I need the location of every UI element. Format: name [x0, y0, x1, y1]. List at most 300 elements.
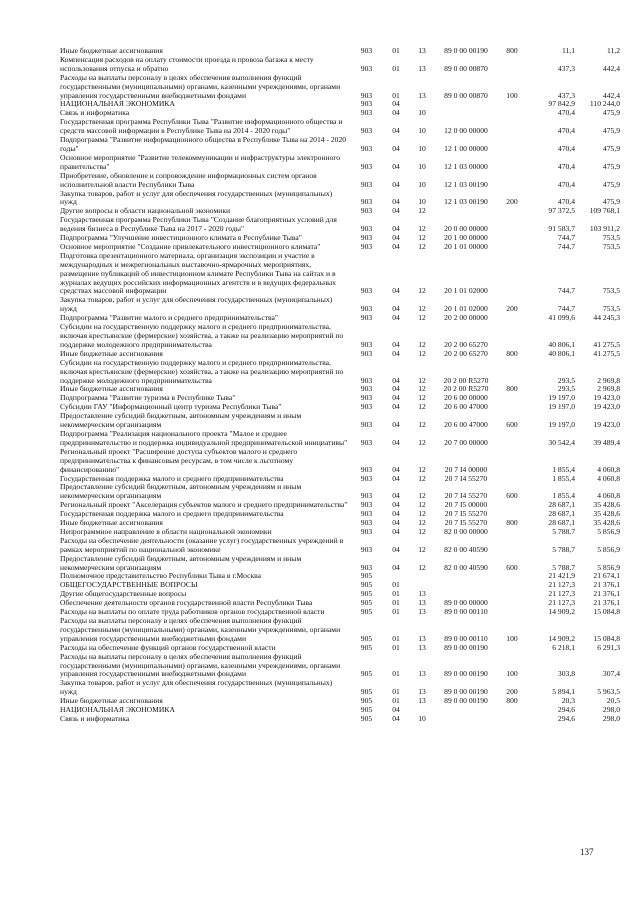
subsection-code: 10 — [418, 197, 426, 207]
table-row — [60, 697, 620, 706]
page-number: 137 — [580, 847, 594, 857]
table-row — [60, 412, 620, 430]
row-description: Связь и информатика — [60, 714, 130, 723]
table-row — [60, 617, 620, 644]
expense-type-code — [497, 537, 527, 555]
expense-type-code — [497, 154, 527, 172]
ministry-code: 903 — [360, 339, 373, 349]
section-code: 01 — [392, 608, 400, 617]
section-code: 01 — [392, 90, 400, 100]
amount-year-1: 21 127,3 — [548, 599, 575, 608]
row-description: Непрограммное направление в области национальной экономики — [60, 527, 272, 536]
expense-type-code — [497, 608, 527, 617]
section-code: 04 — [392, 403, 400, 412]
amount-year-2: 475,9 — [602, 197, 620, 207]
subsection-code — [409, 100, 435, 109]
amount-year-1: 91 583,7 — [548, 224, 575, 234]
row-description: Государственная поддержка малого и среднего предпринимательства — [60, 510, 284, 519]
expense-type-code — [497, 100, 527, 109]
table-row — [60, 350, 620, 359]
target-article-code — [435, 207, 497, 216]
expense-type-code: 600 — [506, 491, 518, 501]
subsection-code — [409, 572, 435, 581]
table-row — [60, 581, 620, 590]
amount-year-1: 6 218,1 — [552, 643, 575, 652]
ministry-code: 903 — [360, 47, 373, 55]
expense-type-code: 800 — [506, 385, 518, 394]
ministry-code: 905 — [360, 669, 373, 679]
amount-year-2: 5 856,9 — [597, 544, 620, 554]
subsection-code: 12 — [418, 349, 426, 358]
subsection-code: 12 — [418, 510, 426, 519]
expense-type-code — [497, 448, 527, 475]
table-row — [60, 483, 620, 501]
amount-year-1: 294,6 — [557, 714, 575, 723]
expense-type-code — [497, 216, 527, 234]
subsection-code: 13 — [418, 687, 426, 697]
section-code: 04 — [392, 304, 400, 314]
expense-type-code: 800 — [506, 47, 518, 55]
row-description: Иные бюджетные ассигнования — [60, 385, 163, 394]
ministry-code: 905 — [360, 643, 373, 652]
subsection-code: 12 — [418, 474, 426, 483]
amount-year-2: 4 060,8 — [597, 464, 620, 474]
ministry-code: 905 — [360, 572, 373, 581]
amount-year-2: 44 245,3 — [593, 314, 620, 323]
table-row — [60, 359, 620, 386]
ministry-code: 903 — [360, 501, 373, 510]
ministry-code: 903 — [360, 63, 373, 73]
amount-year-1: 20,3 — [561, 697, 575, 706]
amount-year-1: 470,4 — [557, 161, 575, 171]
table-row — [60, 109, 620, 118]
amount-year-1: 1 855,4 — [552, 464, 575, 474]
row-description: НАЦИОНАЛЬНАЯ ЭКОНОМИКА — [60, 706, 175, 715]
expense-type-code: 200 — [506, 197, 518, 207]
row-description: Предоставление субсидий бюджетным, автономным учреждениям и иным некоммерческим организациям — [60, 483, 302, 501]
target-article-code: 89 0 00 00000 — [444, 599, 488, 608]
row-description: ОБЩЕГОСУДАРСТВЕННЫЕ ВОПРОСЫ — [60, 581, 198, 590]
ministry-code: 903 — [360, 519, 373, 528]
target-article-code: 89 0 00 00870 — [444, 63, 488, 73]
subsection-code: 12 — [418, 234, 426, 243]
expense-type-code — [497, 528, 527, 537]
ministry-code: 903 — [360, 179, 373, 189]
section-code: 04 — [392, 161, 400, 171]
section-code: 01 — [392, 47, 400, 55]
ministry-code: 903 — [360, 510, 373, 519]
expense-type-code: 800 — [506, 697, 518, 706]
section-code: 04 — [392, 714, 400, 723]
amount-year-1: 28 687,1 — [548, 519, 575, 528]
ministry-code: 903 — [360, 403, 373, 412]
subsection-code: 13 — [418, 669, 426, 679]
amount-year-2: 5 963,5 — [597, 687, 620, 697]
amount-year-2: 15 084,8 — [593, 608, 620, 617]
section-code: 04 — [392, 501, 400, 510]
expense-type-code — [497, 207, 527, 216]
amount-year-2: 109 768,1 — [589, 207, 620, 216]
amount-year-1: 11,1 — [561, 47, 575, 55]
row-description: Предоставление субсидий бюджетным, автономным учреждениям и иным некоммерческим организациям — [60, 554, 302, 572]
section-code: 04 — [392, 349, 400, 358]
section-code: 04 — [392, 207, 400, 216]
target-article-code — [435, 706, 497, 715]
row-description: Закупка товаров, работ и услуг для обеспечения государственных (муниципальных) нужд — [60, 296, 333, 314]
row-description: Иные бюджетные ассигнования — [60, 349, 163, 358]
row-description: Обеспечение деятельности органов государственной власти Республики Тыва — [60, 599, 313, 608]
amount-year-2: 19 423,0 — [593, 394, 620, 403]
subsection-code: 13 — [418, 633, 426, 643]
ministry-code: 903 — [360, 562, 373, 572]
table-row — [60, 296, 620, 314]
amount-year-1: 744,7 — [557, 304, 575, 314]
amount-year-2: 41 275,5 — [593, 339, 620, 349]
subsection-code: 12 — [418, 394, 426, 403]
section-code: 04 — [392, 519, 400, 528]
amount-year-2: 2 969,8 — [597, 385, 620, 394]
expense-type-code — [497, 644, 527, 653]
amount-year-1: 30 542,4 — [548, 437, 575, 447]
ministry-code: 903 — [360, 437, 373, 447]
target-article-code: 20 2 00 R5270 — [443, 375, 489, 385]
table-row — [60, 528, 620, 537]
table-row — [60, 572, 620, 581]
table-row — [60, 118, 620, 136]
expense-type-code — [497, 359, 527, 386]
amount-year-1: 14 909,2 — [548, 608, 575, 617]
target-article-code: 20 7 00 00000 — [444, 437, 488, 447]
target-article-code: 20 1 01 00000 — [444, 242, 488, 251]
amount-year-1: 437,3 — [557, 90, 575, 100]
amount-year-2: 35 428,6 — [593, 519, 620, 528]
amount-year-1: 97 842,9 — [548, 100, 575, 109]
ministry-code: 903 — [360, 143, 373, 153]
section-code: 04 — [392, 375, 400, 385]
amount-year-1: 1 855,4 — [552, 474, 575, 483]
table-row — [60, 172, 620, 190]
target-article-code: 89 0 00 00190 — [444, 643, 488, 652]
expense-type-code — [497, 394, 527, 403]
section-code: 01 — [392, 697, 400, 706]
section-code: 04 — [392, 385, 400, 394]
amount-year-1: 5 894,1 — [552, 687, 575, 697]
target-article-code: 20 6 00 47000 — [444, 420, 488, 430]
subsection-code: 13 — [418, 608, 426, 617]
section-code: 04 — [392, 242, 400, 251]
table-row — [60, 252, 620, 297]
amount-year-2: 15 084,8 — [593, 633, 620, 643]
table-row — [60, 608, 620, 617]
amount-year-2: 298,0 — [602, 714, 620, 723]
section-code: 04 — [392, 437, 400, 447]
ministry-code: 903 — [360, 90, 373, 100]
target-article-code: 82 0 00 00000 — [444, 527, 488, 536]
ministry-code: 905 — [360, 599, 373, 608]
subsection-code: 10 — [418, 161, 426, 171]
table-row — [60, 510, 620, 519]
row-description: Подготовка презентационного материала, организация экспозиции и участие в международных и межрегиональных выставочно-ярмарочных мероприятиях, размещение публикаций об инвестиционном климате Республики Тыва на сайтах и в журналах ведущих российских информационных агентств и в ведущих федеральных средствах массовой информации — [60, 251, 337, 296]
table-row — [60, 537, 620, 555]
section-code: 04 — [392, 706, 400, 715]
subsection-code — [409, 581, 435, 590]
row-description: Предоставление субсидий бюджетным, автономным учреждениям и иным некоммерческим организациям — [60, 412, 302, 430]
amount-year-1: 40 806,1 — [548, 349, 575, 358]
subsection-code: 12 — [418, 304, 426, 314]
row-description: Полномочное представительство Республики Тыва в г.Москва — [60, 572, 262, 581]
amount-year-1: 5 788,7 — [552, 527, 575, 536]
row-description: Государственная программа Республики Тыва "Развитие информационного общества и средств массовой информации в Республике Тыва на 2014 - 2020 годы" — [60, 118, 343, 136]
subsection-code: 10 — [418, 179, 426, 189]
table-row — [60, 136, 620, 154]
amount-year-1: 470,4 — [557, 143, 575, 153]
section-code: 04 — [392, 286, 400, 296]
row-description: Иные бюджетные ассигнования — [60, 697, 163, 706]
amount-year-2: 475,9 — [602, 109, 620, 118]
subsection-code: 12 — [418, 491, 426, 501]
subsection-code: 13 — [418, 63, 426, 73]
table-row — [60, 56, 620, 74]
target-article-code: 20 2 00 00000 — [444, 314, 488, 323]
expense-type-code — [497, 234, 527, 243]
target-article-code: 89 0 00 00190 — [444, 687, 488, 697]
expense-type-code: 100 — [506, 669, 518, 679]
expense-type-code: 800 — [506, 519, 518, 528]
table-row — [60, 590, 620, 599]
table-row — [60, 154, 620, 172]
subsection-code: 10 — [418, 714, 426, 723]
row-description: Региональный проект "Акселерация субъектов малого и среднего предпринимательства" — [60, 501, 348, 510]
expense-type-code — [497, 501, 527, 510]
section-code: 04 — [392, 394, 400, 403]
amount-year-2: 39 489,4 — [593, 437, 620, 447]
target-article-code: 12 1 03 00000 — [444, 161, 488, 171]
target-article-code: 20 2 00 R5270 — [443, 385, 489, 394]
target-article-code: 20 7 I5 55270 — [444, 519, 488, 528]
subsection-code: 12 — [418, 464, 426, 474]
amount-year-1: 28 687,1 — [548, 510, 575, 519]
target-article-code: 89 0 00 00190 — [444, 697, 488, 706]
row-description: Расходы на обеспечение деятельности (оказание услуг) государственных учреждений в рамках мероприятий по национальной экономике — [60, 536, 344, 554]
amount-year-2: 475,9 — [602, 179, 620, 189]
table-row — [60, 314, 620, 323]
ministry-code: 903 — [360, 527, 373, 536]
amount-year-1: 21 421,9 — [548, 572, 575, 581]
subsection-code: 12 — [418, 339, 426, 349]
section-code: 04 — [392, 420, 400, 430]
subsection-code: 12 — [418, 403, 426, 412]
target-article-code — [435, 715, 497, 724]
section-code: 04 — [392, 224, 400, 234]
expense-type-code — [497, 599, 527, 608]
section-code: 01 — [392, 687, 400, 697]
table-row — [60, 216, 620, 234]
subsection-code: 12 — [418, 562, 426, 572]
amount-year-2: 35 428,6 — [593, 501, 620, 510]
amount-year-1: 41 099,6 — [548, 314, 575, 323]
amount-year-1: 40 806,1 — [548, 339, 575, 349]
expense-type-code — [497, 172, 527, 190]
target-article-code: 12 0 00 00000 — [444, 126, 488, 136]
ministry-code: 903 — [360, 544, 373, 554]
row-description: Иные бюджетные ассигнования — [60, 47, 163, 55]
amount-year-2: 442,4 — [602, 90, 620, 100]
expense-type-code: 200 — [506, 687, 518, 697]
amount-year-1: 21 127,3 — [548, 590, 575, 599]
expense-type-code — [497, 109, 527, 118]
target-article-code: 20 7 I4 55270 — [444, 491, 488, 501]
row-description: Приобретение, обновление и сопровождение информационных систем органов исполнительной власти Республики Тыва — [60, 171, 317, 189]
subsection-code: 12 — [418, 286, 426, 296]
ministry-code: 903 — [360, 464, 373, 474]
section-code: 04 — [392, 527, 400, 536]
section-code: 04 — [392, 491, 400, 501]
amount-year-2: 475,9 — [602, 161, 620, 171]
amount-year-2: 5 856,9 — [597, 562, 620, 572]
expense-type-code — [497, 590, 527, 599]
amount-year-1: 470,4 — [557, 197, 575, 207]
expense-type-code — [497, 136, 527, 154]
row-description: Связь и информатика — [60, 109, 130, 118]
section-code: 04 — [392, 197, 400, 207]
section-code: 04 — [392, 179, 400, 189]
ministry-code: 903 — [360, 394, 373, 403]
subsection-code: 12 — [418, 544, 426, 554]
amount-year-2: 103 911,2 — [589, 224, 620, 234]
amount-year-2: 753,5 — [602, 304, 620, 314]
subsection-code: 12 — [418, 224, 426, 234]
expense-type-code — [497, 323, 527, 350]
row-description: Расходы на обеспечение функций органов государственной власти — [60, 643, 276, 652]
section-code: 01 — [392, 669, 400, 679]
row-description: Субсидии на государственную поддержку малого и среднего предпринимательства, включая крестьянские (фермерские) хозяйства, а также на реализацию мероприятий по поддержке молодежного предпринимательства — [60, 358, 344, 385]
amount-year-2: 19 423,0 — [593, 420, 620, 430]
target-article-code: 82 0 00 40590 — [444, 562, 488, 572]
amount-year-1: 293,5 — [557, 375, 575, 385]
target-article-code: 20 7 I5 00000 — [444, 501, 488, 510]
table-row — [60, 403, 620, 412]
row-description: Расходы на выплаты персоналу в целях обеспечения выполнения функций государственными (муниципальными) органами, казенными учреждениями, органами управления государственными внебюджетными фондами — [60, 617, 341, 643]
ministry-code: 905 — [360, 633, 373, 643]
amount-year-1: 470,4 — [557, 179, 575, 189]
row-description: Основное мероприятие "Развитие телекоммуникации и инфраструктуры электронного правительства" — [60, 153, 341, 171]
row-description: Подпрограмма "Развитие туризма в Республике Тыва" — [60, 394, 236, 403]
row-description: Закупка товаров, работ и услуг для обеспечения государственных (муниципальных) нужд — [60, 189, 333, 207]
amount-year-1: 303,8 — [557, 669, 575, 679]
section-code: 04 — [392, 510, 400, 519]
subsection-code: 13 — [418, 697, 426, 706]
expense-type-code: 100 — [506, 633, 518, 643]
table-row — [60, 555, 620, 573]
table-row — [60, 501, 620, 510]
amount-year-1: 19 197,0 — [548, 394, 575, 403]
subsection-code: 13 — [418, 590, 426, 599]
section-code: 01 — [392, 63, 400, 73]
ministry-code: 903 — [360, 474, 373, 483]
ministry-code: 903 — [360, 375, 373, 385]
target-article-code: 20 1 01 02000 — [444, 304, 488, 314]
row-description: Подпрограмма "Развитие информационного общества в Республике Тыва на 2014 - 2020 годы" — [60, 136, 347, 153]
subsection-code: 12 — [418, 375, 426, 385]
subsection-code: 12 — [418, 314, 426, 323]
target-article-code: 20 1 01 02000 — [444, 286, 488, 296]
row-description: Компенсация расходов на оплату стоимости проезда и провоза багажа к месту использования отпуска и обратно — [60, 55, 314, 73]
target-article-code: 20 7 I4 00000 — [444, 464, 488, 474]
amount-year-1: 1 855,4 — [552, 491, 575, 501]
amount-year-2: 2 969,8 — [597, 375, 620, 385]
subsection-code: 12 — [418, 527, 426, 536]
ministry-code: 903 — [360, 197, 373, 207]
amount-year-1: 28 687,1 — [548, 501, 575, 510]
amount-year-2: 4 060,8 — [597, 474, 620, 483]
amount-year-1: 437,3 — [557, 63, 575, 73]
expense-type-code — [497, 475, 527, 484]
row-description: Иные бюджетные ассигнования — [60, 519, 163, 528]
section-code: 04 — [392, 314, 400, 323]
amount-year-2: 21 674,1 — [593, 572, 620, 581]
ministry-code: 903 — [360, 161, 373, 171]
ministry-code: 903 — [360, 349, 373, 358]
expense-type-code — [497, 572, 527, 581]
section-code: 04 — [392, 126, 400, 136]
row-description: Закупка товаров, работ и услуг для обеспечения государственных (муниципальных) нужд — [60, 679, 333, 697]
row-description: Субсидии ГАУ "Информационный центр туризма Республики Тыва" — [60, 403, 282, 412]
target-article-code — [435, 572, 497, 581]
target-article-code: 82 0 00 40590 — [444, 544, 488, 554]
budget-table — [60, 47, 620, 724]
row-description: Подпрограмма "Реализация национального проекта "Малое и среднее предпринимательство и поддержка индивидуальной предпринимательской инициативы" — [60, 429, 348, 447]
expense-type-code — [497, 314, 527, 323]
expense-type-code — [497, 56, 527, 74]
subsection-code: 12 — [418, 420, 426, 430]
target-article-code: 89 0 00 00110 — [444, 633, 488, 643]
expense-type-code — [497, 510, 527, 519]
row-description: Расходы на выплаты по оплате труда работников органов государственной власти — [60, 608, 325, 617]
section-code: 01 — [392, 633, 400, 643]
expense-type-code — [497, 243, 527, 252]
amount-year-1: 744,7 — [557, 242, 575, 251]
amount-year-2: 5 856,9 — [597, 527, 620, 536]
amount-year-2: 21 376,1 — [593, 590, 620, 599]
table-row — [60, 207, 620, 216]
table-row — [60, 519, 620, 528]
target-article-code: 20 0 00 00000 — [444, 224, 488, 234]
amount-year-1: 97 372,5 — [548, 207, 575, 216]
amount-year-2: 442,4 — [602, 63, 620, 73]
section-code: 04 — [392, 464, 400, 474]
section-code: 01 — [392, 590, 400, 599]
section-code: 04 — [392, 562, 400, 572]
row-description: Расходы на выплаты персоналу в целях обеспечения выполнения функций государственными (муниципальными) органами, казенными учреждениями, органами управления государственными внебюджетными фондами — [60, 73, 341, 100]
row-description: Региональный проект "Расширение доступа субъектов малого и среднего предпринимательства к финансовым ресурсам, в том числе к льготному финансированию" — [60, 447, 298, 474]
target-article-code: 20 2 00 65270 — [444, 339, 488, 349]
amount-year-2: 19 423,0 — [593, 403, 620, 412]
target-article-code — [435, 109, 497, 118]
amount-year-2: 35 428,6 — [593, 510, 620, 519]
ministry-code: 903 — [360, 314, 373, 323]
expense-type-code — [497, 430, 527, 448]
expense-type-code — [497, 118, 527, 136]
table-row — [60, 448, 620, 475]
section-code: 01 — [392, 581, 400, 590]
row-description: Основное мероприятие "Создание привлекательного инвестиционного климата" — [60, 242, 321, 251]
expense-type-code: 100 — [506, 90, 518, 100]
amount-year-2: 21 376,1 — [593, 581, 620, 590]
table-row — [60, 644, 620, 653]
ministry-code: 905 — [360, 714, 373, 723]
ministry-code: 903 — [360, 420, 373, 430]
ministry-code: 903 — [360, 100, 373, 109]
